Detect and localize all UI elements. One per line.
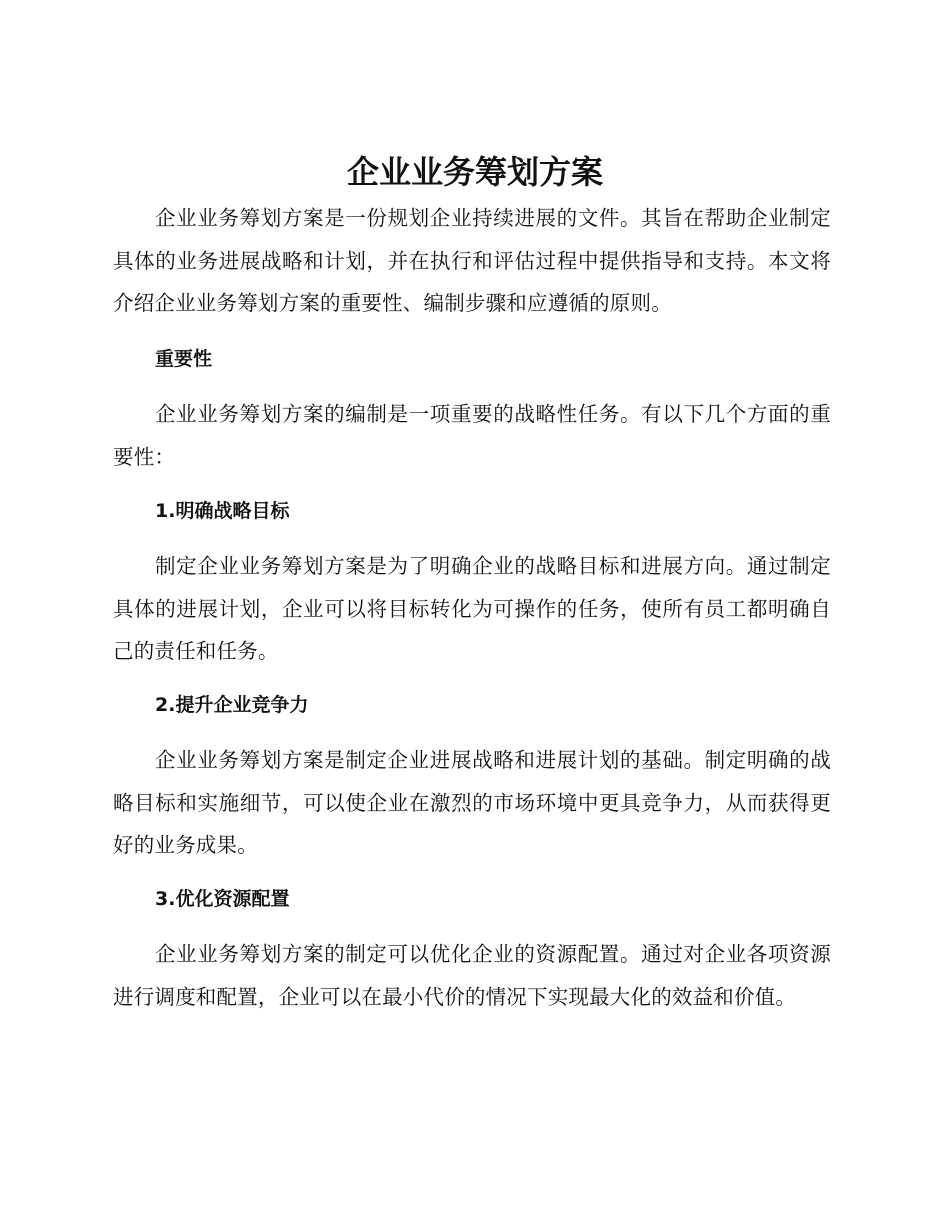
point-heading-3: 3.优化资源配置	[155, 888, 290, 910]
point-paragraph-1: 制定企业业务筹划方案是为了明确企业的战略目标和进展方向。通过制定具体的进展计划，企业可以将目标转化为可操作的任务，使所有员工都明确自己的责任和任务。	[113, 554, 831, 663]
section-heading-importance: 重要性	[155, 348, 213, 370]
point-paragraph-2: 企业业务筹划方案是制定企业进展战略和进展计划的基础。制定明确的战略目标和实施细节，可以使企业在激烈的市场环境中更具竞争力，从而获得更好的业务成果。	[113, 748, 831, 857]
point-heading-1: 1.明确战略目标	[155, 500, 290, 522]
point-heading-2: 2.提升企业竞争力	[155, 694, 309, 716]
point-paragraph-3: 企业业务筹划方案的制定可以优化企业的资源配置。通过对企业各项资源进行调度和配置，企业可以在最小代价的情况下实现最大化的效益和价值。	[113, 942, 831, 1009]
importance-paragraph: 企业业务筹划方案的编制是一项重要的战略性任务。有以下几个方面的重要性：	[113, 402, 831, 469]
intro-paragraph: 企业业务筹划方案是一份规划企业持续进展的文件。其旨在帮助企业制定具体的业务进展战略和计划，并在执行和评估过程中提供指导和支持。本文将介绍企业业务筹划方案的重要性、编制步骤和应遵循的原则。	[113, 206, 831, 315]
document-title: 企业业务筹划方案	[346, 153, 603, 191]
